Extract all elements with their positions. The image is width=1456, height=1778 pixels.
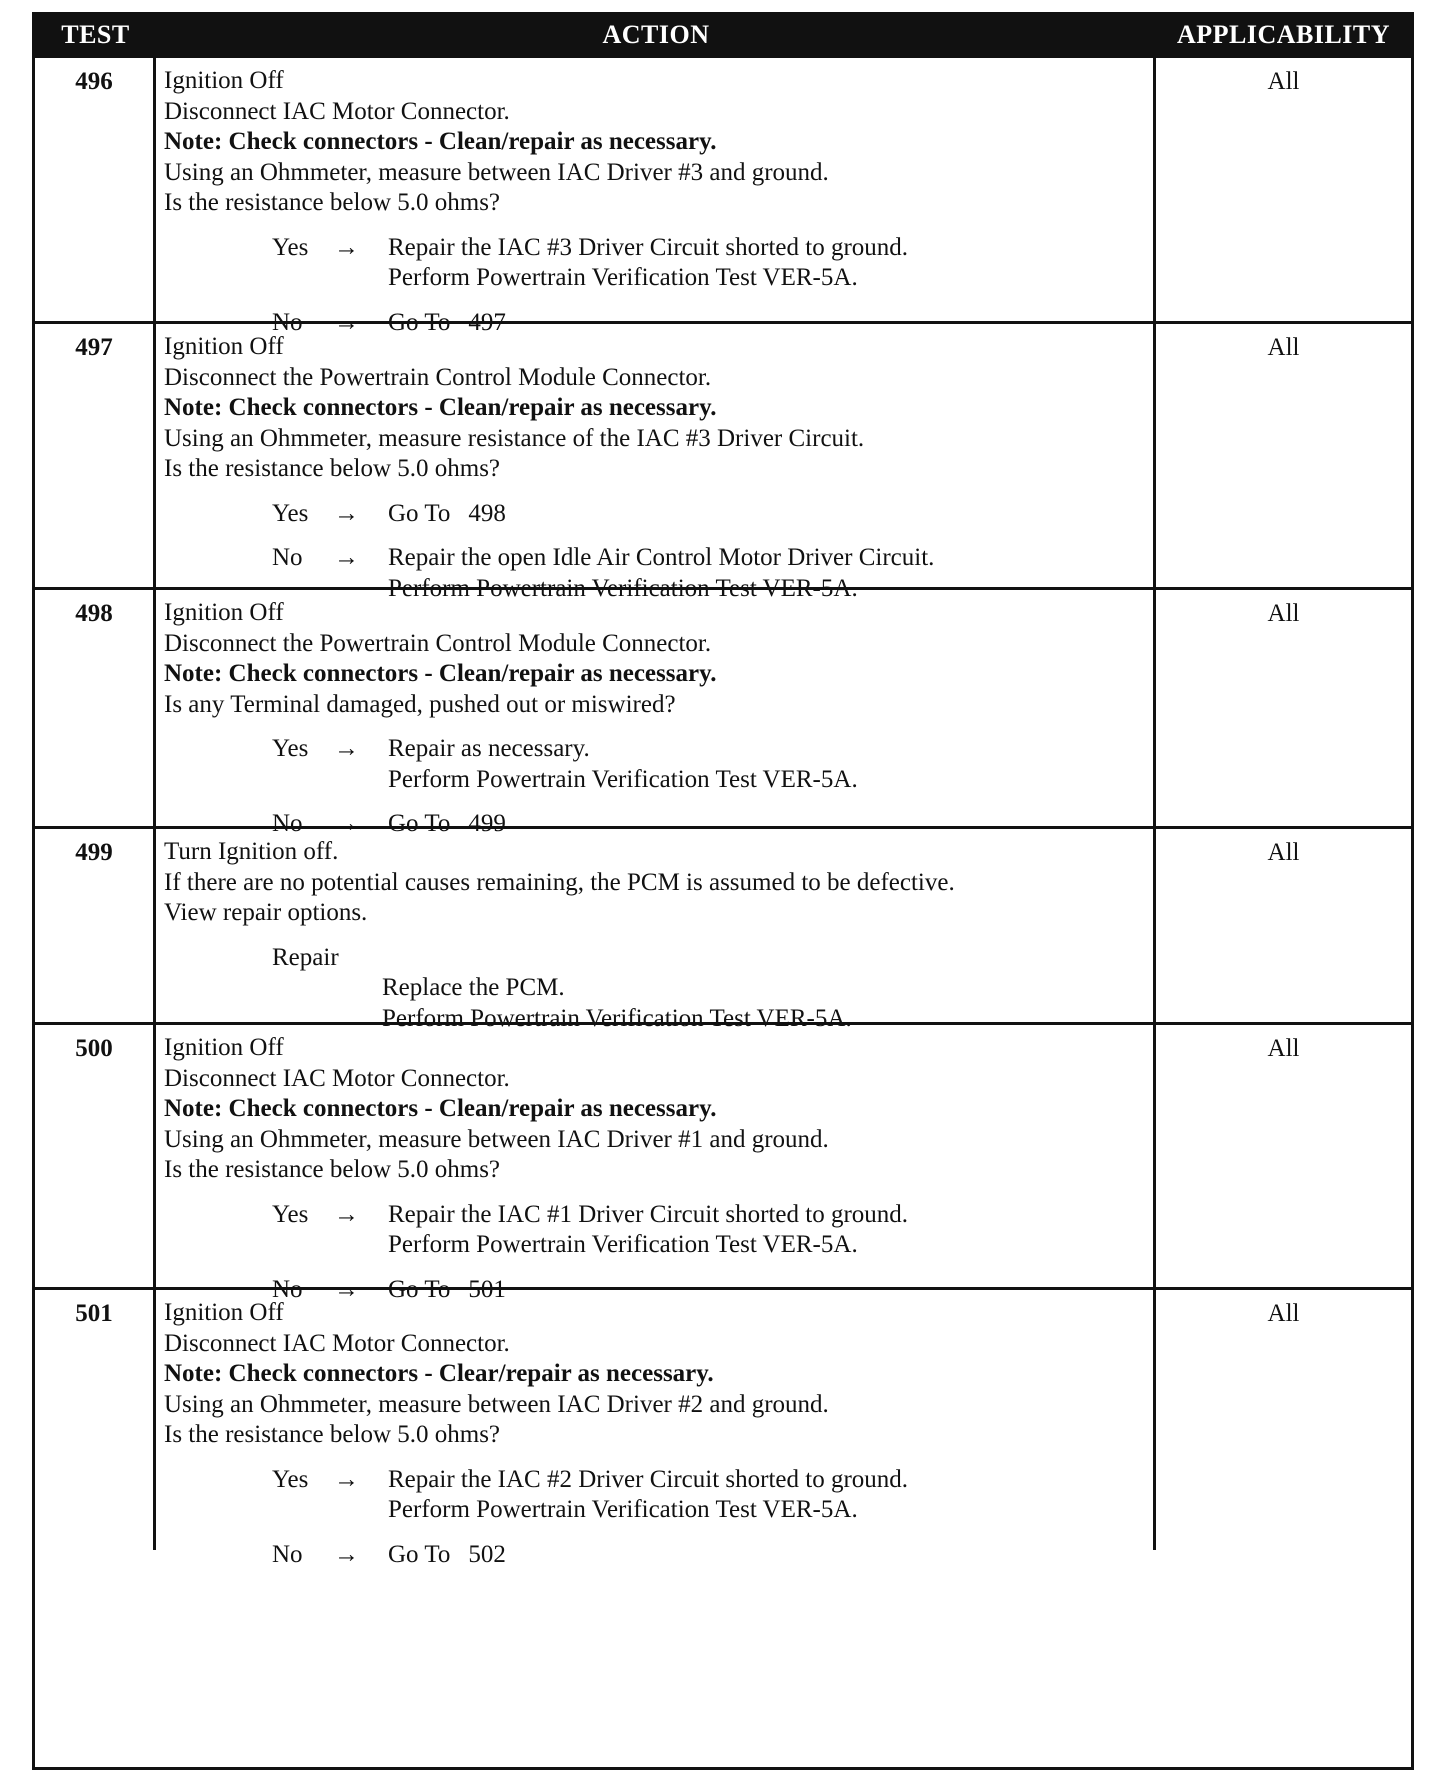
result-line: Perform Powertrain Verification Test VER-5A. — [388, 574, 858, 602]
table-body — [35, 55, 1411, 1568]
action-line: Turn Ignition off. — [164, 838, 339, 865]
no-label: No — [272, 308, 303, 336]
result-line: Perform Powertrain Verification Test VER-5A. — [388, 765, 858, 793]
no-label: No — [272, 1275, 303, 1303]
result-line: Perform Powertrain Verification Test VER-5A. — [388, 1496, 858, 1523]
action-line: If there are no potential causes remaining, the PCM is assumed to be defective. — [164, 868, 955, 896]
note-line: Note: Check connectors - Clean/repair as necessary. — [164, 1095, 717, 1122]
action-line: Using an Ohmmeter, measure between IAC Driver #1 and ground. — [164, 1125, 829, 1153]
arrow-icon: → — [334, 1200, 359, 1228]
action-line: Using an Ohmmeter, measure between IAC Driver #2 and ground. — [164, 1390, 829, 1418]
note-line: Note: Check connectors - Clean/repair as necessary. — [164, 128, 717, 155]
yes-label: Yes — [272, 1465, 309, 1493]
action-line: Disconnect IAC Motor Connector. — [164, 97, 510, 125]
action-line: Is the resistance below 5.0 ohms? — [164, 189, 501, 216]
note-line: Note: Check connectors - Clean/repair as necessary. — [164, 394, 717, 421]
note-line: Note: Check connectors - Clean/repair as necessary. — [164, 660, 717, 687]
applicability-value: All — [1267, 1300, 1300, 1327]
action-cell — [156, 829, 1156, 1032]
goto-test-number: 501 — [468, 1275, 506, 1303]
goto-label: Go To — [388, 810, 451, 837]
applicability-value: All — [1267, 600, 1300, 627]
action-line: Ignition Off — [164, 333, 284, 360]
goto-label: Go To — [388, 1540, 451, 1568]
arrow-icon: → — [334, 735, 359, 762]
test-number: 497 — [35, 324, 156, 587]
action-line: Ignition Off — [164, 599, 284, 626]
action-line: Ignition Off — [164, 1299, 284, 1326]
no-action — [388, 1540, 1145, 1571]
yes-result — [272, 734, 1145, 795]
no-label: No — [272, 810, 303, 837]
test-number: 500 — [35, 1025, 156, 1287]
result-line: Perform Powertrain Verification Test VER-5A. — [388, 1231, 858, 1258]
yes-result — [272, 1465, 1145, 1526]
action-line: Is the resistance below 5.0 ohms? — [164, 455, 501, 482]
yes-label: Yes — [272, 735, 309, 762]
action-line: Is the resistance below 5.0 ohms? — [164, 1156, 501, 1183]
repair-line: Perform Powertrain Verification Test VER-5A. — [382, 1004, 852, 1032]
action-cell — [156, 324, 1156, 602]
goto-test-number: 498 — [468, 499, 506, 527]
action-line: View repair options. — [164, 899, 368, 926]
arrow-icon: → — [334, 810, 359, 837]
action-cell — [156, 1025, 1156, 1303]
test-number: 499 — [35, 829, 156, 1022]
no-result — [272, 1540, 1145, 1571]
applicability-value: All — [1267, 1035, 1300, 1062]
action-line: Ignition Off — [164, 67, 284, 94]
action-line: Disconnect the Powertrain Control Module Connector. — [164, 629, 712, 657]
action-line: Using an Ohmmeter, measure between IAC Driver #3 and ground. — [164, 158, 829, 186]
arrow-icon: → — [334, 499, 359, 527]
action-line: Is any Terminal damaged, pushed out or miswired? — [164, 690, 676, 718]
applicability-value: All — [1267, 68, 1300, 95]
table-row — [35, 55, 1411, 336]
result-line: Repair the IAC #2 Driver Circuit shorted to ground. — [388, 1465, 909, 1493]
result-line: Repair the IAC #3 Driver Circuit shorted to ground. — [388, 233, 909, 261]
action-line: Disconnect IAC Motor Connector. — [164, 1064, 510, 1092]
arrow-icon: → — [334, 233, 359, 261]
table-row — [35, 321, 1411, 602]
goto-line — [388, 499, 1145, 530]
result-line: Perform Powertrain Verification Test VER-5A. — [388, 264, 858, 291]
action-cell — [156, 1290, 1156, 1568]
table-row — [35, 1287, 1411, 1568]
arrow-icon: → — [334, 1465, 359, 1493]
goto-label: Go To — [388, 1275, 451, 1303]
action-line: Using an Ohmmeter, measure resistance of the IAC #3 Driver Circuit. — [164, 424, 865, 452]
result-line: Repair the open Idle Air Control Motor Driver Circuit. — [388, 544, 935, 571]
test-number: 496 — [35, 58, 156, 321]
yes-label: Yes — [272, 499, 309, 527]
action-line: Disconnect IAC Motor Connector. — [164, 1329, 510, 1357]
yes-action — [388, 233, 1145, 294]
applicability-value: All — [1267, 839, 1300, 866]
header-test: TEST — [61, 20, 130, 49]
repair-line: Replace the PCM. — [382, 974, 565, 1001]
table-row — [35, 587, 1411, 837]
action-cell — [156, 590, 1156, 837]
applicability-value: All — [1267, 334, 1300, 361]
yes-action — [388, 1465, 1145, 1526]
test-number: 501 — [35, 1290, 156, 1550]
yes-action — [388, 499, 1145, 530]
goto-test-number: 497 — [468, 308, 506, 336]
no-label: No — [272, 544, 303, 571]
result-line: Repair as necessary. — [388, 735, 590, 762]
test-number: 498 — [35, 590, 156, 826]
arrow-icon: → — [334, 308, 359, 336]
yes-result — [272, 499, 1145, 530]
arrow-icon: → — [334, 544, 359, 571]
note-line: Note: Check connectors - Clear/repair as necessary. — [164, 1360, 714, 1387]
goto-test-number: 502 — [468, 1540, 506, 1568]
header-applicability: APPLICABILITY — [1176, 20, 1391, 49]
table-row — [35, 826, 1411, 1032]
table-row — [35, 1022, 1411, 1303]
yes-result — [272, 1200, 1145, 1261]
action-line: Ignition Off — [164, 1034, 284, 1061]
yes-label: Yes — [272, 1200, 309, 1228]
yes-action — [388, 1200, 1145, 1261]
arrow-icon: → — [334, 1275, 359, 1303]
no-label: No — [272, 1540, 303, 1568]
goto-label: Go To — [388, 308, 451, 336]
action-line: Disconnect the Powertrain Control Module Connector. — [164, 363, 712, 391]
table-header — [35, 15, 1411, 55]
yes-label: Yes — [272, 233, 309, 261]
arrow-icon: → — [334, 1540, 359, 1568]
result-line: Repair the IAC #1 Driver Circuit shorted to ground. — [388, 1200, 909, 1228]
action-cell — [156, 58, 1156, 336]
goto-line — [388, 1540, 1145, 1571]
header-action: ACTION — [602, 20, 710, 49]
action-line: Is the resistance below 5.0 ohms? — [164, 1421, 501, 1448]
diagnostic-table — [32, 12, 1414, 1770]
yes-result — [272, 233, 1145, 294]
repair-label: Repair — [272, 943, 339, 971]
goto-label: Go To — [388, 499, 451, 527]
yes-action — [388, 734, 1145, 795]
goto-test-number: 499 — [468, 810, 506, 837]
